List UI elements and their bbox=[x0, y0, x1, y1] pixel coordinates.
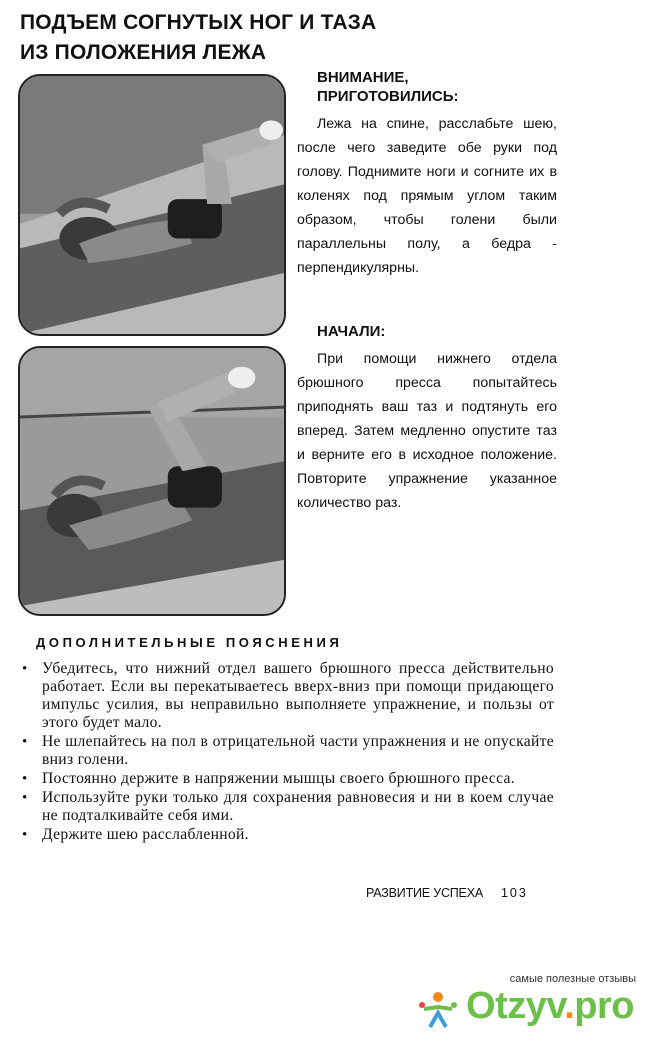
list-item: • Не шлепайтесь на пол в отрицательной части упражнения и не опускайте вниз голени. bbox=[20, 733, 554, 769]
watermark-logo: Otzyv.pro bbox=[466, 985, 634, 1027]
book-title: РАЗВИТИЕ УСПЕХА bbox=[366, 886, 483, 900]
title-line-1: ПОДЪЕМ СОГНУТЫХ НОГ И ТАЗА bbox=[20, 11, 377, 34]
watermark bbox=[410, 973, 640, 1033]
page-number: 103 bbox=[500, 886, 528, 900]
section-get-ready bbox=[297, 68, 557, 280]
section-start bbox=[297, 322, 557, 515]
list-item: • Убедитесь, что нижний отдел вашего брюшного пресса действительно работает. Если вы перекатываетесь вверх-вниз при помощи придающего импульс усилия, вы неправильно выполняете упражнение, и пользы от этого будет мало. bbox=[20, 660, 554, 732]
list-item: • Используйте руки только для сохранения равновесия и ни в коем случае не подталкивайте себя ими. bbox=[20, 789, 554, 825]
page-title bbox=[20, 8, 440, 68]
section-start-text: При помощи нижнего отдела брюшного пресса попытайтесь приподнять ваш таз и подтянуть его вперед. Затем медленно опустите таз и верните его в исходное положение. Повторите упражнение указанное количество раз. bbox=[297, 351, 557, 511]
otzyv-logo-icon bbox=[416, 987, 460, 1031]
exercise-start-photo bbox=[18, 74, 286, 336]
page-footer bbox=[366, 886, 528, 900]
additional-notes-heading: ДОПОЛНИТЕЛЬНЫЕ ПОЯСНЕНИЯ bbox=[36, 635, 343, 650]
additional-notes bbox=[20, 632, 554, 845]
section-get-ready-text: Лежа на спине, расслабьте шею, после чего заведите обе руки под голову. Поднимите ноги и согните их в коленях под прямым углом таким образом, чтобы голени были параллельны полу, а бедра - перпендикулярны. bbox=[297, 116, 557, 276]
exercise-lift-photo bbox=[18, 346, 286, 616]
list-item: • Держите шею расслабленной. bbox=[20, 826, 554, 844]
section-start-heading: НАЧАЛИ: bbox=[317, 323, 386, 340]
list-item: • Постоянно держите в напряжении мышцы своего брюшного пресса. bbox=[20, 770, 554, 788]
notes-list bbox=[20, 660, 554, 844]
watermark-tagline: самые полезные отзывы bbox=[509, 973, 636, 985]
section-get-ready-heading: ВНИМАНИЕ, ПРИГОТОВИЛИСЬ: bbox=[317, 69, 459, 105]
title-line-2: ИЗ ПОЛОЖЕНИЯ ЛЕЖА bbox=[20, 41, 267, 64]
